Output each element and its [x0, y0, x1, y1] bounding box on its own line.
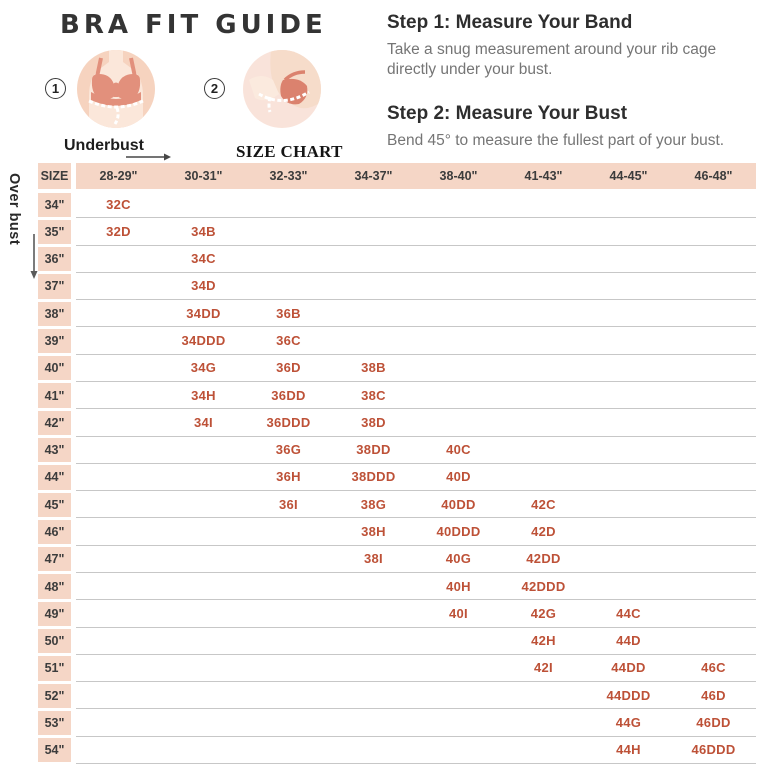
table-row — [38, 600, 756, 627]
column-header: 28-29" — [99, 169, 138, 183]
bra-side-view-icon — [243, 50, 321, 128]
row-size-label: 39" — [38, 329, 71, 353]
size-value-cell: 38B — [361, 360, 386, 376]
arrow-right-icon — [126, 152, 172, 162]
table-row — [38, 709, 756, 736]
row-cells — [76, 709, 756, 736]
table-row — [38, 437, 756, 464]
size-value-cell: 32D — [106, 223, 131, 239]
size-value-cell: 40C — [446, 442, 471, 458]
size-value-cell: 36H — [276, 469, 301, 485]
size-value-cell: 38I — [364, 551, 383, 567]
column-header: 30-31" — [184, 169, 223, 183]
size-value-cell: 38H — [361, 524, 386, 540]
underbust-measure-illustration — [77, 50, 155, 128]
size-value-cell: 38DD — [356, 442, 391, 458]
size-value-cell: 46D — [701, 687, 726, 703]
size-value-cell: 40D — [446, 469, 471, 485]
row-cells — [76, 191, 756, 218]
row-size-label: 53" — [38, 711, 71, 735]
size-value-cell: 38DDD — [351, 469, 396, 485]
table-row — [38, 546, 756, 573]
table-row — [38, 300, 756, 327]
table-row — [38, 382, 756, 409]
table-row — [38, 737, 756, 764]
table-row — [38, 327, 756, 354]
row-cells — [76, 600, 756, 627]
size-value-cell: 40H — [446, 578, 471, 594]
size-value-cell: 36DD — [271, 387, 306, 403]
row-cells — [76, 355, 756, 382]
figure-2-label: SIZE CHART — [236, 142, 343, 161]
row-size-label: 47" — [38, 547, 71, 571]
size-value-cell: 32C — [106, 196, 131, 212]
row-size-label: 40" — [38, 356, 71, 380]
size-value-cell: 34B — [191, 223, 216, 239]
size-value-cell: 38D — [361, 414, 386, 430]
size-value-cell: 42DD — [526, 551, 561, 567]
size-value-cell: 44H — [616, 742, 641, 758]
size-value-cell: 34I — [194, 414, 213, 430]
measure-steps — [387, 12, 765, 151]
row-cells — [76, 218, 756, 245]
table-row — [38, 273, 756, 300]
column-header: 38-40" — [439, 169, 478, 183]
size-value-cell: 44D — [616, 633, 641, 649]
size-value-cell: 36DDD — [266, 414, 311, 430]
row-size-label: 50" — [38, 629, 71, 653]
row-cells — [76, 273, 756, 300]
row-size-label: 51" — [38, 656, 71, 680]
size-value-cell: 34G — [190, 360, 217, 376]
table-row — [38, 491, 756, 518]
size-chart-table — [38, 163, 756, 764]
row-size-label: 45" — [38, 493, 71, 517]
column-header: 41-43" — [524, 169, 563, 183]
table-body — [38, 191, 756, 764]
row-size-label: 38" — [38, 302, 71, 326]
size-value-cell: 36B — [276, 305, 301, 321]
column-header: 34-37" — [354, 169, 393, 183]
row-cells — [76, 300, 756, 327]
size-value-cell: 38C — [361, 387, 386, 403]
row-cells — [76, 546, 756, 573]
band-columns — [76, 163, 756, 189]
size-column-header: SIZE — [38, 163, 71, 189]
size-value-cell: 46DDD — [691, 742, 736, 758]
size-value-cell: 36I — [279, 496, 298, 512]
size-value-cell: 46C — [701, 660, 726, 676]
row-size-label: 35" — [38, 220, 71, 244]
row-size-label: 54" — [38, 738, 71, 762]
row-cells — [76, 655, 756, 682]
size-value-cell: 36C — [276, 333, 301, 349]
table-row — [38, 218, 756, 245]
size-value-cell: 44C — [616, 605, 641, 621]
size-value-cell: 44DD — [611, 660, 646, 676]
figure-1-label: Underbust — [64, 137, 144, 154]
row-size-label: 44" — [38, 465, 71, 489]
row-cells — [76, 573, 756, 600]
row-size-label: 46" — [38, 520, 71, 544]
page-title: BRA FIT GUIDE — [60, 10, 327, 40]
table-header-row — [38, 163, 756, 189]
row-cells — [76, 382, 756, 409]
row-cells — [76, 409, 756, 436]
row-size-label: 34" — [38, 193, 71, 217]
size-value-cell: 42I — [534, 660, 553, 676]
size-value-cell: 34H — [191, 387, 216, 403]
size-value-cell: 38G — [360, 496, 387, 512]
row-size-label: 42" — [38, 411, 71, 435]
size-value-cell: 34DDD — [181, 333, 226, 349]
table-row — [38, 518, 756, 545]
figure-1-number-badge: 1 — [45, 78, 66, 99]
bust-measure-illustration — [243, 50, 321, 128]
size-value-cell: 40DD — [441, 496, 476, 512]
row-size-label: 37" — [38, 274, 71, 298]
size-value-cell: 34C — [191, 251, 216, 267]
row-size-label: 48" — [38, 574, 71, 598]
row-cells — [76, 628, 756, 655]
size-value-cell: 44DDD — [606, 687, 651, 703]
column-header: 46-48" — [694, 169, 733, 183]
column-header: 32-33" — [269, 169, 308, 183]
row-cells — [76, 327, 756, 354]
size-value-cell: 46DD — [696, 714, 731, 730]
step-2-body: Bend 45° to measure the fullest part of your bust. — [387, 131, 725, 149]
table-row — [38, 628, 756, 655]
size-value-cell: 42G — [530, 605, 557, 621]
table-row — [38, 682, 756, 709]
size-value-cell: 42DDD — [521, 578, 566, 594]
size-value-cell: 34D — [191, 278, 216, 294]
size-value-cell: 42C — [531, 496, 556, 512]
table-row — [38, 464, 756, 491]
size-value-cell: 40G — [445, 551, 472, 567]
size-value-cell: 36D — [276, 360, 301, 376]
row-size-label: 43" — [38, 438, 71, 462]
row-cells — [76, 491, 756, 518]
row-cells — [76, 464, 756, 491]
row-cells — [76, 682, 756, 709]
over-bust-axis-label: Over bust — [6, 173, 22, 246]
column-header: 44-45" — [609, 169, 648, 183]
table-row — [38, 573, 756, 600]
size-value-cell: 42H — [531, 633, 556, 649]
figure-2-number-badge: 2 — [204, 78, 225, 99]
row-size-label: 52" — [38, 684, 71, 708]
bra-front-view-icon — [77, 50, 155, 128]
size-value-cell: 40I — [449, 605, 468, 621]
table-row — [38, 246, 756, 273]
row-size-label: 36" — [38, 247, 71, 271]
step-1-heading: Step 1: Measure Your Band — [387, 12, 633, 33]
size-value-cell: 42D — [531, 524, 556, 540]
size-value-cell: 44G — [615, 714, 642, 730]
row-cells — [76, 518, 756, 545]
row-size-label: 41" — [38, 383, 71, 407]
table-row — [38, 355, 756, 382]
row-size-label: 49" — [38, 602, 71, 626]
table-row — [38, 191, 756, 218]
row-cells — [76, 437, 756, 464]
step-2-heading: Step 2: Measure Your Bust — [387, 102, 628, 124]
step-1-body: Take a snug measurement around your rib cage directly under your bust. — [387, 40, 717, 79]
table-row — [38, 409, 756, 436]
size-value-cell: 34DD — [186, 305, 221, 321]
size-value-cell: 40DDD — [436, 524, 481, 540]
size-value-cell: 36G — [275, 442, 302, 458]
table-row — [38, 655, 756, 682]
row-cells — [76, 246, 756, 273]
row-cells — [76, 737, 756, 764]
